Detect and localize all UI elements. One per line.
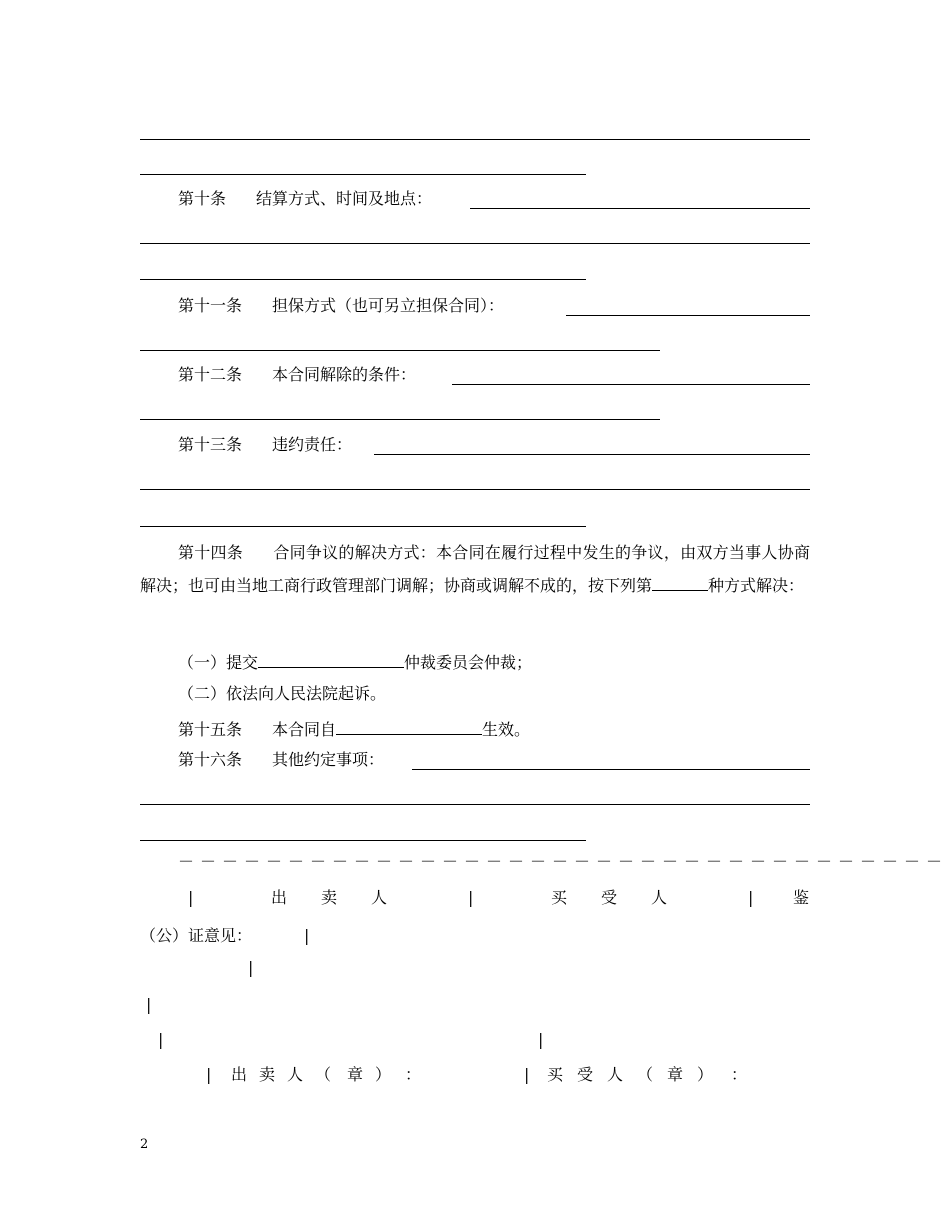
article-16 bbox=[140, 749, 810, 771]
fill-blank bbox=[374, 454, 810, 455]
blank-line bbox=[140, 804, 810, 805]
article-15-label: 第十五条 bbox=[178, 720, 243, 739]
table-bar: | bbox=[188, 888, 194, 907]
buyer-seal-char: 人 bbox=[607, 1065, 624, 1084]
seller-seal-char: 人 bbox=[287, 1065, 304, 1084]
fill-blank bbox=[652, 572, 708, 591]
seller-seal-char: ： bbox=[405, 1065, 422, 1084]
seller-seal-char: 出 bbox=[231, 1065, 248, 1084]
article-13-text: 违约责任： bbox=[272, 435, 353, 454]
article-14 bbox=[140, 536, 810, 602]
buyer-seal-char: 买 bbox=[547, 1065, 564, 1084]
fill-blank bbox=[452, 384, 810, 385]
table-bar: | bbox=[146, 995, 152, 1014]
table-bar: | bbox=[748, 888, 754, 907]
buyer-header-char: 买 bbox=[551, 888, 568, 907]
blank-line bbox=[140, 840, 586, 841]
table-bar: | bbox=[524, 1065, 530, 1084]
table-bar: | bbox=[248, 958, 254, 977]
notary-header-char: 鉴 bbox=[793, 888, 810, 907]
table-dash-border: －－－－－－－－－－－－－－－－－－－－－－－－－－－－－－－－－－－ bbox=[178, 852, 949, 871]
seller-seal-char: 章 bbox=[347, 1065, 364, 1084]
blank-line bbox=[140, 489, 810, 490]
buyer-seal-char: ） bbox=[697, 1065, 714, 1084]
blank-line bbox=[140, 279, 586, 280]
article-13-label: 第十三条 bbox=[178, 435, 243, 454]
blank-line bbox=[140, 243, 810, 244]
article-12-text: 本合同解除的条件： bbox=[272, 365, 417, 384]
buyer-seal-char: ： bbox=[731, 1065, 748, 1084]
article-14-text-a: 合同争议的解决方式：本合同在履行过程中发生的争议，由双方当事人协商解决；也可由当地工商行政管理部门调解；协商或调解不成的，按下列第 bbox=[140, 543, 810, 595]
page-number: 2 bbox=[140, 1137, 149, 1152]
article-11-text: 担保方式（也可另立担保合同）： bbox=[272, 296, 505, 315]
table-bar: | bbox=[206, 1065, 212, 1084]
blank-line bbox=[140, 526, 586, 527]
table-bar: | bbox=[468, 888, 474, 907]
seller-seal-char: 卖 bbox=[259, 1065, 276, 1084]
article-14-option-1: （一）提交 仲裁委员会仲裁； bbox=[178, 649, 532, 674]
buyer-header-char: 人 bbox=[651, 888, 668, 907]
article-11 bbox=[140, 295, 810, 317]
article-12 bbox=[140, 364, 810, 386]
buyer-seal-char: （ bbox=[637, 1065, 654, 1084]
table-bar: | bbox=[304, 926, 310, 945]
blank-line bbox=[140, 419, 660, 420]
article-14-label: 第十四条 bbox=[178, 543, 244, 562]
notary-header-rest: （公）证意见： bbox=[140, 926, 253, 945]
article-15: 第十五条 本合同自 生效。 bbox=[178, 716, 530, 741]
article-16-label: 第十六条 bbox=[178, 750, 243, 769]
article-11-label: 第十一条 bbox=[178, 296, 243, 315]
fill-blank bbox=[258, 649, 404, 668]
fill-blank bbox=[470, 208, 810, 209]
buyer-header-char: 受 bbox=[601, 888, 618, 907]
seller-header-char: 卖 bbox=[321, 888, 338, 907]
article-14-option-2: （二）依法向人民法院起诉。 bbox=[178, 684, 387, 703]
seller-seal-char: ） bbox=[375, 1065, 392, 1084]
seller-seal-char: （ bbox=[315, 1065, 332, 1084]
buyer-seal-char: 章 bbox=[667, 1065, 684, 1084]
buyer-seal-char: 受 bbox=[577, 1065, 594, 1084]
article-12-label: 第十二条 bbox=[178, 365, 243, 384]
table-bar: | bbox=[538, 1030, 544, 1049]
fill-blank bbox=[336, 716, 482, 735]
article-14-text-b: 种方式解决： bbox=[708, 576, 805, 595]
blank-line bbox=[140, 350, 660, 351]
seller-header-char: 出 bbox=[271, 888, 288, 907]
article-13 bbox=[140, 434, 810, 456]
article-10 bbox=[140, 188, 810, 210]
article-16-text: 其他约定事项： bbox=[272, 750, 385, 769]
blank-line bbox=[140, 139, 810, 140]
article-10-text: 结算方式、时间及地点： bbox=[256, 189, 433, 208]
blank-line bbox=[140, 174, 586, 175]
table-bar: | bbox=[158, 1030, 164, 1049]
article-10-label: 第十条 bbox=[178, 189, 227, 208]
seller-header-char: 人 bbox=[371, 888, 388, 907]
fill-blank bbox=[412, 769, 810, 770]
fill-blank bbox=[566, 315, 810, 316]
